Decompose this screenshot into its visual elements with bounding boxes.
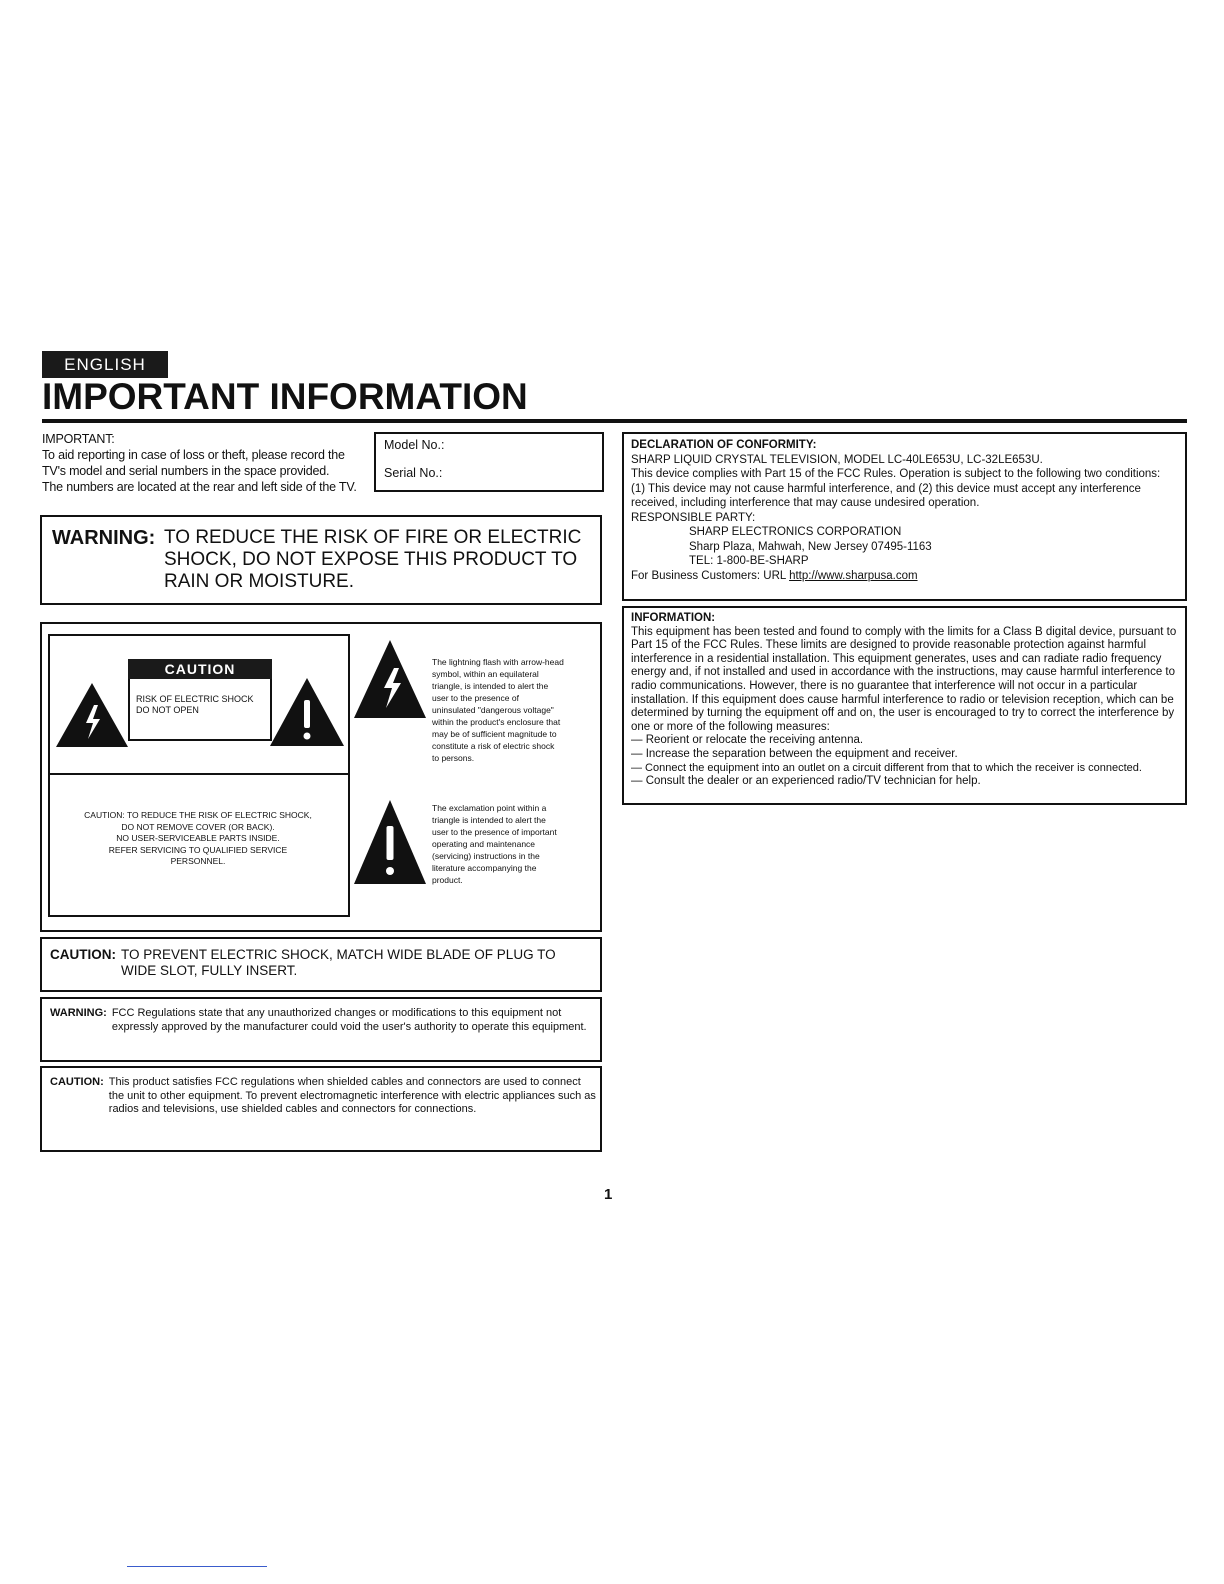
- exclamation-triangle-icon: [270, 678, 344, 746]
- desc-line: The lightning flash with arrow-head: [432, 657, 564, 667]
- caution-shock-line: DO NOT REMOVE COVER (OR BACK).: [121, 821, 275, 832]
- caution-header: CAUTION: [128, 659, 272, 679]
- declaration-box: [622, 432, 1187, 601]
- declaration-compliance: This device complies with Part 15 of the FCC Rules. Operation is subject to the following two conditions:: [631, 468, 1161, 480]
- information-box: [622, 606, 1187, 805]
- desc-line: product.: [432, 875, 463, 885]
- desc-line: user to the presence of: [432, 693, 519, 703]
- desc-line: user to the presence of important: [432, 827, 557, 837]
- caution-plug-label: CAUTION:: [50, 947, 116, 962]
- desc-line: symbol, within an equilateral: [432, 669, 539, 679]
- party-line: Sharp Plaza, Mahwah, New Jersey 07495-1163: [689, 540, 932, 553]
- desc-line: The exclamation point within a: [432, 803, 547, 813]
- lightning-flash-icon: [354, 640, 426, 718]
- desc-line: may be of sufficient magnitude to: [432, 729, 557, 739]
- caution-shock-line: NO USER-SERVICEABLE PARTS INSIDE.: [116, 833, 280, 843]
- desc-line: uninsulated "dangerous voltage": [432, 705, 554, 715]
- responsible-party-label: RESPONSIBLE PARTY:: [631, 511, 756, 524]
- measure-item: — Increase the separation between the equipment and receiver.: [631, 747, 958, 760]
- footer-line: [127, 1566, 267, 1567]
- language-tab: ENGLISH: [42, 351, 168, 378]
- desc-line: operating and maintenance: [432, 839, 536, 849]
- warning-line: SHOCK, DO NOT EXPOSE THIS PRODUCT TO: [164, 549, 578, 570]
- warning-line: TO REDUCE THE RISK OF FIRE OR ELECTRIC: [164, 527, 582, 548]
- measure-item: — Consult the dealer or an experienced radio/TV technician for help.: [631, 775, 981, 788]
- page-number: 1: [604, 1186, 613, 1203]
- caution-shock-text: [50, 810, 346, 868]
- desc-line: triangle is intended to alert the: [432, 815, 546, 825]
- caution-plug-text: TO PREVENT ELECTRIC SHOCK, MATCH WIDE BLADE OF PLUG TO WIDE SLOT, FULLY INSERT.: [121, 947, 556, 978]
- declaration-conditions: (1) This device may not cause harmful interference, and (2) this device must accept any interference received, including interference that may cause undesired operation.: [631, 482, 1141, 509]
- desc-line: constitute a risk of electric shock: [432, 741, 555, 751]
- warning-fcc-box: [40, 997, 602, 1062]
- measure-item: — Connect the equipment into an outlet on a circuit different from that to which the receiver is connected.: [631, 761, 1142, 774]
- declaration-model: SHARP LIQUID CRYSTAL TELEVISION, MODEL LC-40LE653U, LC-32LE653U.: [631, 453, 1043, 466]
- model-number-label: Model No.:: [384, 438, 445, 452]
- information-heading: INFORMATION:: [631, 612, 716, 624]
- exclamation-description: [432, 802, 594, 886]
- caution-shock-line: PERSONNEL.: [170, 856, 226, 866]
- caution-cables-box: [40, 1066, 602, 1152]
- warning-box: [40, 515, 602, 605]
- important-line: TV's model and serial numbers in the space provided.: [42, 464, 330, 478]
- caution-risk-text: [136, 694, 254, 716]
- caution-plug-box: [40, 937, 602, 992]
- caution-shock-line: REFER SERVICING TO QUALIFIED SERVICE: [108, 844, 288, 855]
- caution-risk-line: RISK OF ELECTRIC SHOCK: [136, 694, 254, 704]
- title-rule: [42, 419, 1187, 423]
- caution-cables-label: CAUTION:: [50, 1076, 104, 1088]
- important-line: The numbers are located at the rear and left side of the TV.: [42, 480, 357, 494]
- desc-line: to persons.: [432, 753, 475, 763]
- business-customers: [631, 569, 1181, 584]
- party-line: SHARP ELECTRONICS CORPORATION: [689, 526, 902, 538]
- record-box: [374, 432, 604, 492]
- party-line: TEL: 1-800-BE-SHARP: [689, 555, 809, 567]
- warning-fcc-text: FCC Regulations state that any unauthorized changes or modifications to this equipment not expressly approved by the manufacturer could void the user's authority to operate this equipment.: [111, 1007, 587, 1033]
- desc-line: within the product's enclosure that: [432, 717, 561, 727]
- business-prefix: For Business Customers: URL: [631, 569, 790, 582]
- desc-line: literature accompanying the: [432, 863, 537, 873]
- caution-shock-line: CAUTION: TO REDUCE THE RISK OF ELECTRIC SHOCK,: [84, 810, 312, 820]
- exclamation-point-icon: [354, 800, 426, 884]
- warning-text: [52, 527, 582, 593]
- warning-line: RAIN OR MOISTURE.: [164, 571, 355, 592]
- important-line: To aid reporting in case of loss or theft, please record the: [42, 448, 345, 462]
- important-note: [42, 431, 372, 495]
- desc-line: (servicing) instructions in the: [432, 851, 540, 861]
- important-heading: IMPORTANT:: [42, 432, 115, 446]
- warning-label: WARNING:: [52, 527, 156, 549]
- lightning-triangle-icon: [56, 683, 128, 747]
- sharp-url-link[interactable]: http://www.sharpusa.com: [789, 569, 918, 582]
- desc-line: triangle, is intended to alert the: [432, 681, 549, 691]
- declaration-heading: DECLARATION OF CONFORMITY:: [631, 439, 817, 451]
- page-title: IMPORTANT INFORMATION: [42, 376, 528, 417]
- warning-fcc-label: WARNING:: [50, 1007, 107, 1019]
- lightning-description: [432, 656, 594, 764]
- serial-number-label: Serial No.:: [384, 466, 443, 480]
- caution-risk-line: DO NOT OPEN: [136, 705, 199, 715]
- caution-cables-text: This product satisfies FCC regulations when shielded cables and connectors are used to connect the unit to other equipment. To prevent electromagnetic interference with electric appliances such as radios and televisions, use shielded cables and connectors for connections.: [108, 1076, 596, 1115]
- information-body: This equipment has been tested and found to comply with the limits for a Class B digital device, pursuant to Part 15 of the FCC Rules. These limits are designed to provide reasonable protection against harmful interference in a residential installation. This equipment generates, uses and can radiate radio frequency energy and, if not installed and used in accordance with the instructions, may cause harmful interference to radio communications. However, there is no guarantee that interference will not occur in a particular installation. If this equipment does cause harmful interference to radio or television reception, which can be determined by turning the equipment off and on, the user is encouraged to try to correct the interference by one or more of the following measures:: [631, 625, 1177, 733]
- measure-item: — Reorient or relocate the receiving antenna.: [631, 734, 864, 747]
